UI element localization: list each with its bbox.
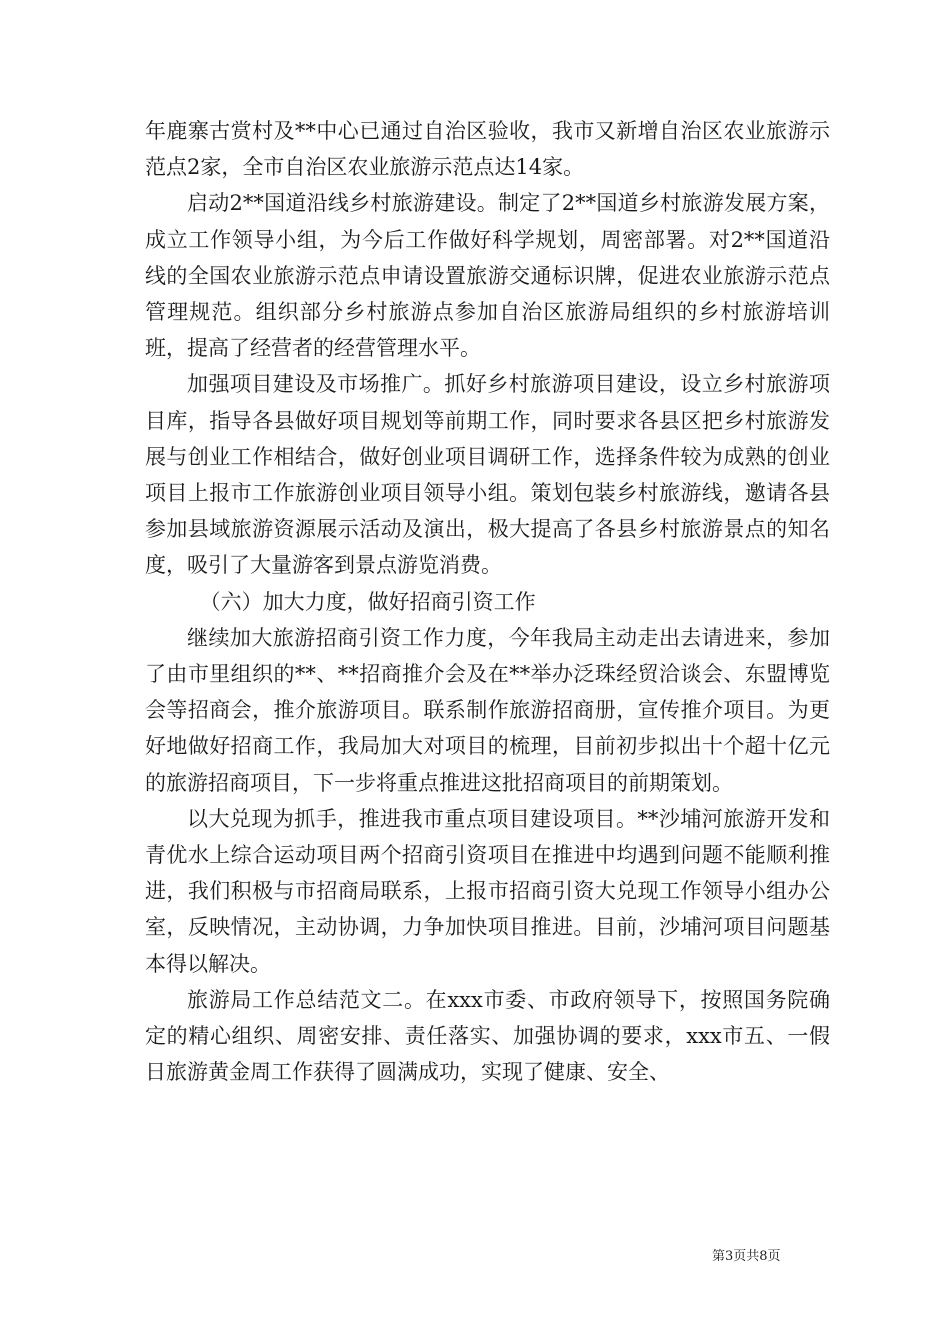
page-number: 第3页共8页 [712, 1249, 781, 1264]
paragraph-key-projects: 以大兑现为抓手，推进我市重点项目建设项目。**沙埔河旅游开发和青优水上综合运动项目两个招商引资项目在推进中均遇到问题不能顺利推进，我们积极与市招商局联系，上报市招商引资大兑现工作领导小组办公室，反映情况，主动协调，力争加快项目推进。目前，沙埔河项目问题基本得以解决。 [145, 806, 830, 976]
paragraph-continuation: 年鹿寨古赏村及**中心已通过自治区验收，我市又新增自治区农业旅游示范点2家，全市自治区农业旅游示范点达14家。 [145, 119, 830, 180]
paragraph-project-promotion: 加强项目建设及市场推广。抓好乡村旅游项目建设，设立乡村旅游项目库，指导各县做好项目规划等前期工作，同时要求各县区把乡村旅游发展与创业工作相结合，做好创业项目调研工作，选择条件较为成熟的创业项目上报市工作旅游创业项目领导小组。策划包装乡村旅游线，邀请各县参加县域旅游资源展示活动及演出，极大提高了各县乡村旅游景点的知名度，吸引了大量游客到景点游览消费。 [145, 372, 830, 578]
paragraph-sample-two: 旅游局工作总结范文二。在xxx市委、市政府领导下，按照国务院确定的精心组织、周密安排、责任落实、加强协调的要求，xxx市五、一假日旅游黄金周工作获得了圆满成功，实现了健康、安全、 [145, 987, 830, 1085]
document-body [145, 113, 830, 1090]
section-heading-investment: （六）加大力度，做好招商引资工作 [199, 589, 536, 614]
paragraph-investment-work: 继续加大旅游招商引资工作力度，今年我局主动走出去请进来，参加了由市里组织的**、**招商推介会及在**举办泛珠经贸洽谈会、东盟博览会等招商会，推介旅游项目。联系制作旅游招商册，宣传推介项目。为更好地做好招商工作，我局加大对项目的梳理，目前初步拟出十个超十亿元的旅游招商项目，下一步将重点推进这批招商项目的前期策划。 [145, 625, 830, 795]
paragraph-guodao-rural-tourism: 启动2**国道沿线乡村旅游建设。制定了2**国道乡村旅游发展方案，成立工作领导小组，为今后工作做好科学规划，周密部署。对2**国道沿线的全国农业旅游示范点申请设置旅游交通标识牌，促进农业旅游示范点管理规范。组织部分乡村旅游点参加自治区旅游局组织的乡村旅游培训班，提高了经营者的经营管理水平。 [145, 191, 830, 361]
